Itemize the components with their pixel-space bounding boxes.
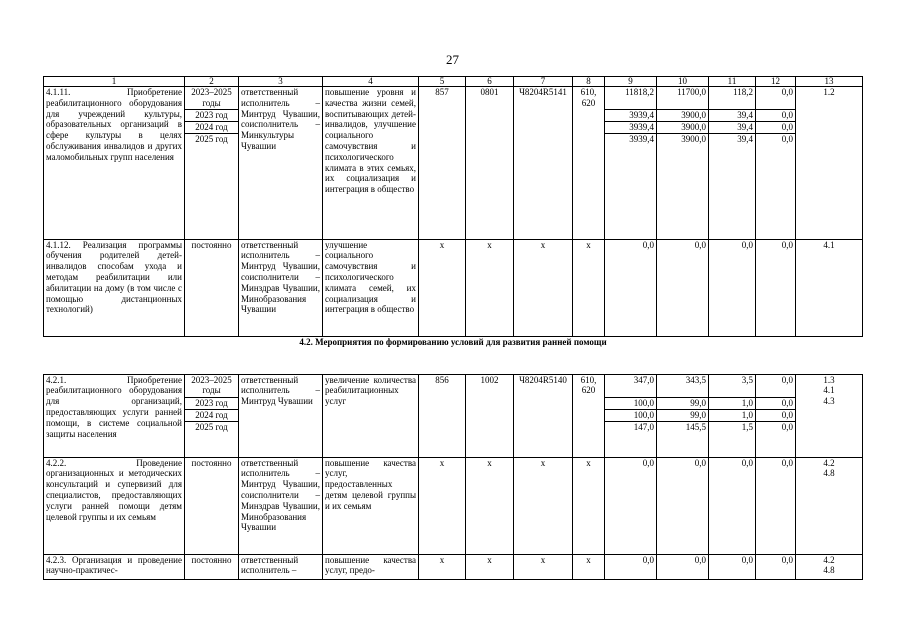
year-col12: 0,0 — [756, 133, 796, 145]
col13-line: 4.2 — [823, 457, 835, 468]
year-col10: 3900,0 — [657, 109, 709, 121]
cell-col7: х — [514, 554, 573, 579]
total-col9: 0,0 — [605, 239, 657, 336]
cell-col5: 856 — [419, 374, 466, 457]
measure-name: 4.1.11. Приобретение реабилитационного оборудования для учреждений культуры, образовательных организаций в сфере культуры в целях обслуживания инвалидов и других маломобильных групп населения — [44, 87, 185, 240]
cell-col6: 0801 — [466, 87, 514, 240]
section-title: 4.2. Мероприятия по формированию условий для развития ранней помощи — [44, 336, 863, 374]
table-row — [44, 239, 863, 336]
year-col10: 99,0 — [657, 397, 709, 409]
measure-result: повышение качества услуг, предо- — [323, 554, 419, 579]
measure-result: улучшение социального самочувствия и психологического климата семей, их социализация и интеграция в общество — [323, 239, 419, 336]
measure-name: 4.2.3. Организация и проведение научно-практичес- — [44, 554, 185, 579]
col-num-12: 12 — [756, 77, 796, 87]
year-label: 2025 год — [185, 133, 239, 145]
measure-period: постоянно — [185, 457, 239, 554]
measure-period: постоянно — [185, 554, 239, 579]
table-row — [44, 374, 863, 397]
col-num-2: 2 — [185, 77, 239, 87]
total-col10: 11700,0 — [657, 87, 709, 110]
measure-result: повышение качества услуг, предоставленных детям целевой группы и их семьям — [323, 457, 419, 554]
year-col9: 3939,4 — [605, 133, 657, 145]
cell-col7: х — [514, 457, 573, 554]
cell-col5: х — [419, 239, 466, 336]
year-col9: 100,0 — [605, 409, 657, 421]
year-col9: 3939,4 — [605, 121, 657, 133]
year-label: 2024 год — [185, 409, 239, 421]
measure-period: 2023–2025 годы — [185, 87, 239, 110]
cell-col6: х — [466, 239, 514, 336]
total-col9: 11818,2 — [605, 87, 657, 110]
year-col9: 3939,4 — [605, 109, 657, 121]
col13-line: 4.8 — [823, 565, 835, 576]
cell-col13 — [796, 554, 863, 579]
total-col11: 0,0 — [709, 239, 756, 336]
year-col12: 0,0 — [756, 397, 796, 409]
year-label: 2024 год — [185, 121, 239, 133]
year-label: 2023 год — [185, 397, 239, 409]
year-col10: 99,0 — [657, 409, 709, 421]
measure-result: повышение уровня и качества жизни семей, воспитывающих детей-инвалидов, улучшение социального самочувствия и психологического климата в этих семьях, их социализация и интеграция в общество — [323, 87, 419, 240]
col-num-3: 3 — [239, 77, 323, 87]
total-col11: 3,5 — [709, 374, 756, 397]
total-col11: 0,0 — [709, 457, 756, 554]
col13-line: 4.3 — [823, 396, 835, 407]
cell-col13 — [796, 374, 863, 457]
total-col12: 0,0 — [756, 239, 796, 336]
col-num-7: 7 — [514, 77, 573, 87]
total-col9: 0,0 — [605, 457, 657, 554]
year-col11: 1,0 — [709, 397, 756, 409]
section-row — [44, 336, 863, 374]
total-col12: 0,0 — [756, 457, 796, 554]
total-col12: 0,0 — [756, 554, 796, 579]
col13-line: 1.3 — [823, 374, 835, 385]
total-col12: 0,0 — [756, 87, 796, 110]
year-col11: 39,4 — [709, 133, 756, 145]
table-row — [44, 457, 863, 554]
year-col12: 0,0 — [756, 421, 796, 433]
year-label: 2023 год — [185, 109, 239, 121]
year-col11: 39,4 — [709, 121, 756, 133]
col-num-11: 11 — [709, 77, 756, 87]
measure-period: постоянно — [185, 239, 239, 336]
measure-responsible: ответственный исполнитель – Минтруд Чувашии, соисполнитель – Минкультуры Чувашии — [239, 87, 323, 240]
year-col10: 3900,0 — [657, 121, 709, 133]
cell-col13 — [796, 457, 863, 554]
year-col10: 145,5 — [657, 421, 709, 433]
cell-col13: 1.2 — [796, 87, 863, 240]
year-col12: 0,0 — [756, 409, 796, 421]
total-col10: 0,0 — [657, 239, 709, 336]
col13-line: 4.8 — [823, 468, 835, 479]
total-col11: 118,2 — [709, 87, 756, 110]
cell-col8: 610, 620 — [573, 87, 605, 240]
page-number: 27 — [446, 52, 459, 67]
measure-period: 2023–2025 годы — [185, 374, 239, 397]
col13-line: 4.1 — [823, 385, 835, 396]
total-col9: 0,0 — [605, 554, 657, 579]
year-col9: 147,0 — [605, 421, 657, 433]
year-col11: 1,5 — [709, 421, 756, 433]
col13-line: 4.2 — [823, 554, 835, 565]
program-table — [43, 76, 863, 580]
measure-name: 4.2.2. Проведение организационных и методических консультаций и супервизий для специалистов, предоставляющих услуги ранней помощи детям целевой группы и их семьям — [44, 457, 185, 554]
year-col11: 39,4 — [709, 109, 756, 121]
col-num-10: 10 — [657, 77, 709, 87]
total-col10: 0,0 — [657, 554, 709, 579]
total-col10: 0,0 — [657, 457, 709, 554]
column-numbers-row — [44, 77, 863, 87]
measure-responsible: ответственный исполнитель – — [239, 554, 323, 579]
total-col11: 0,0 — [709, 554, 756, 579]
cell-col8: х — [573, 239, 605, 336]
cell-col5: х — [419, 457, 466, 554]
col-num-9: 9 — [605, 77, 657, 87]
cell-col5: х — [419, 554, 466, 579]
cell-col6: 1002 — [466, 374, 514, 457]
measure-responsible: ответственный исполнитель – Минтруд Чувашии, соисполнители – Минздрав Чувашии, Минобразования Чувашии — [239, 239, 323, 336]
table-row — [44, 87, 863, 110]
measure-responsible: ответственный исполнитель – Минтруд Чувашии — [239, 374, 323, 457]
col-num-5: 5 — [419, 77, 466, 87]
total-col10: 343,5 — [657, 374, 709, 397]
year-col12: 0,0 — [756, 109, 796, 121]
year-col9: 100,0 — [605, 397, 657, 409]
cell-col8: х — [573, 554, 605, 579]
year-col12: 0,0 — [756, 121, 796, 133]
col-num-8: 8 — [573, 77, 605, 87]
year-col10: 3900,0 — [657, 133, 709, 145]
total-col9: 347,0 — [605, 374, 657, 397]
cell-col8: х — [573, 457, 605, 554]
year-col11: 1,0 — [709, 409, 756, 421]
cell-col6: х — [466, 457, 514, 554]
cell-col7: х — [514, 239, 573, 336]
measure-result: увеличение количества реабилитационных услуг — [323, 374, 419, 457]
total-col12: 0,0 — [756, 374, 796, 397]
cell-col13: 4.1 — [796, 239, 863, 336]
cell-col6: х — [466, 554, 514, 579]
measure-responsible: ответственный исполнитель – Минтруд Чувашии, соисполнители – Минздрав Чувашии, Минобразования Чувашии — [239, 457, 323, 554]
table-row — [44, 554, 863, 579]
cell-col7: Ч8204R5141 — [514, 87, 573, 240]
cell-col5: 857 — [419, 87, 466, 240]
year-label: 2025 год — [185, 421, 239, 433]
cell-col7: Ч8204R5140 — [514, 374, 573, 457]
cell-col8: 610, 620 — [573, 374, 605, 457]
measure-name: 4.1.12. Реализация программы обучения родителей детей-инвалидов способам ухода и методам реабилитации или абилитации на дому (в том числе с помощью дистанционных технологий) — [44, 239, 185, 336]
col-num-4: 4 — [323, 77, 419, 87]
col-num-1: 1 — [44, 77, 185, 87]
col-num-6: 6 — [466, 77, 514, 87]
col-num-13: 13 — [796, 77, 863, 87]
measure-name: 4.2.1. Приобретение реабилитационного оборудования для организаций, предоставляющих услуги ранней помощи, в системе социальной защиты населения — [44, 374, 185, 457]
